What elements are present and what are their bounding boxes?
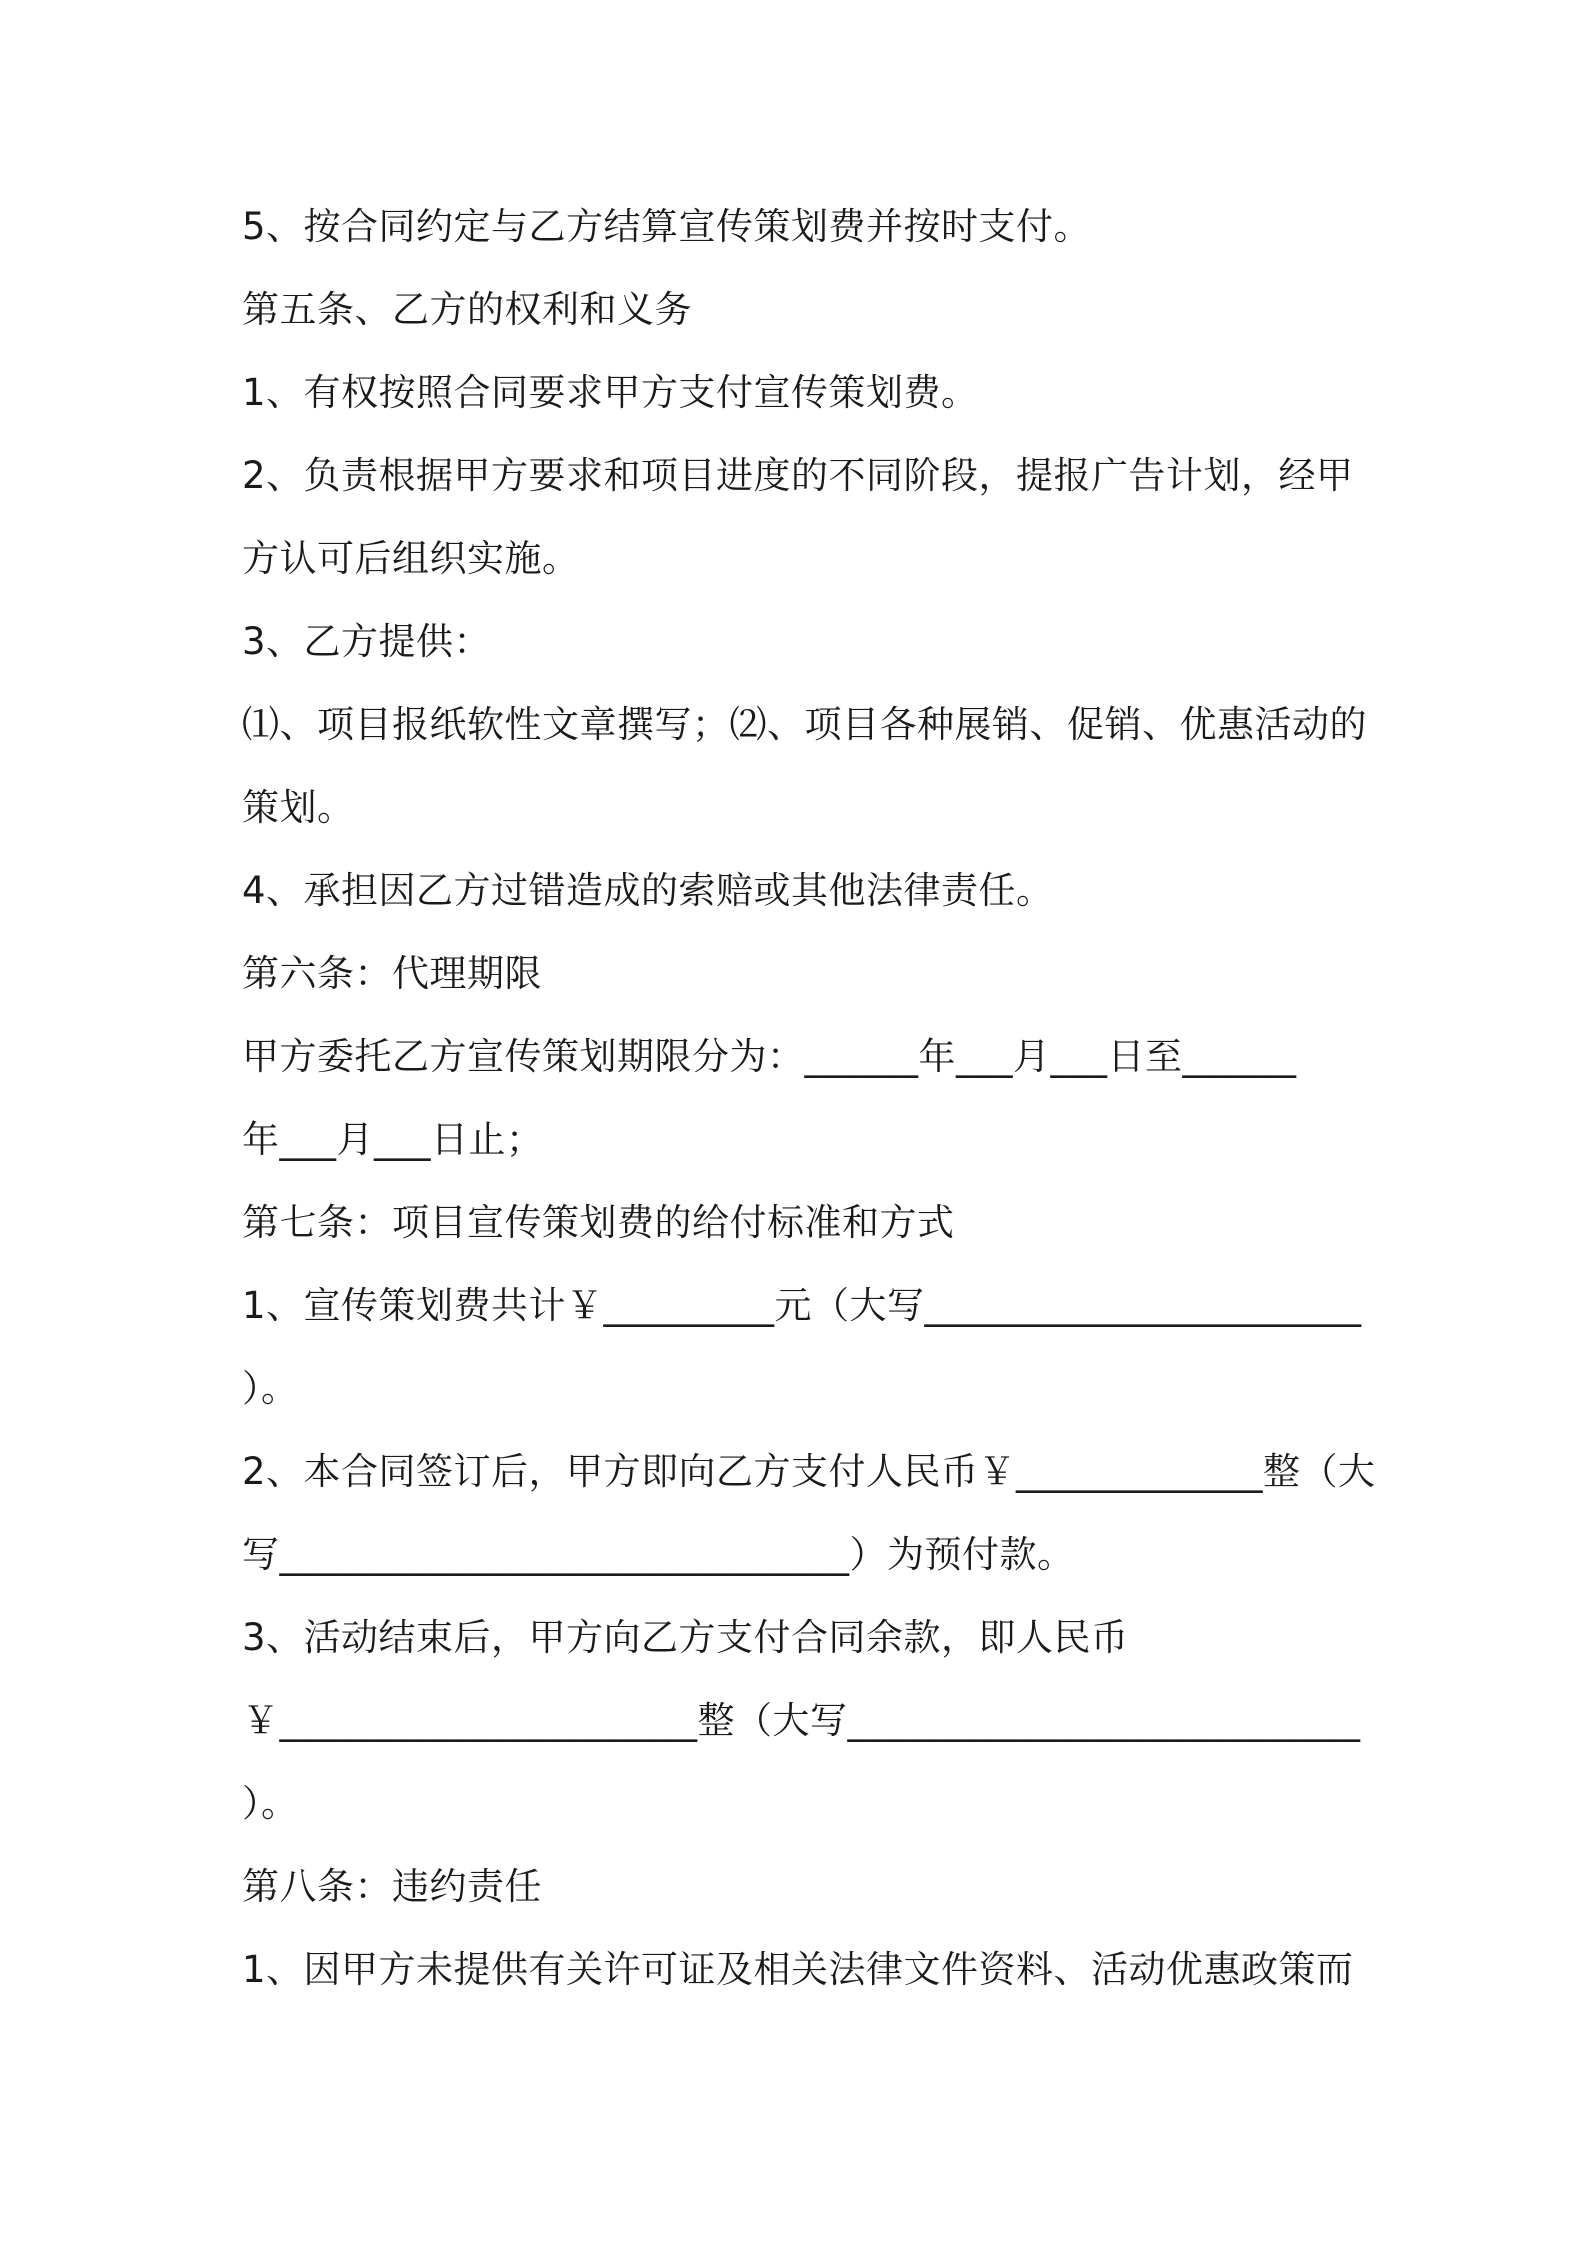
clause-line: 2、负责根据甲方要求和项目进度的不同阶段，提报广告计划，经甲	[242, 454, 1354, 497]
clause-line: 4、承担因乙方过错造成的索赔或其他法律责任。	[242, 869, 1054, 912]
clause-line: 3、活动结束后，甲方向乙方支付合同余款，即人民币	[242, 1616, 1129, 1659]
clause-line: ）。	[242, 1782, 299, 1825]
clause-line: 1、因甲方未提供有关许可证及相关法律文件资料、活动优惠政策而	[242, 1948, 1354, 1991]
article-heading: 第七条：项目宣传策划费的给付标准和方式	[242, 1201, 955, 1244]
article-heading: 第六条：代理期限	[242, 952, 542, 995]
clause-line: 2、本合同签订后，甲方即向乙方支付人民币￥_____________整（大	[242, 1450, 1376, 1493]
clause-line: ￥______________________整（大写___________________________	[242, 1699, 1361, 1742]
article-heading: 第五条、乙方的权利和义务	[242, 288, 692, 331]
clause-line: 年___月___日止；	[242, 1118, 544, 1161]
clause-line: 3、乙方提供：	[242, 620, 492, 663]
clause-line: 甲方委托乙方宣传策划期限分为：______年___月___日至______	[242, 1035, 1297, 1078]
clause-line: ⑴、项目报纸软性文章撰写；⑵、项目各种展销、促销、优惠活动的	[242, 703, 1367, 746]
clause-line: 1、宣传策划费共计￥_________元（大写_______________________	[242, 1284, 1362, 1327]
clause-line: ）。	[242, 1367, 299, 1410]
clause-line: 1、有权按照合同要求甲方支付宣传策划费。	[242, 371, 979, 414]
article-heading: 第八条：违约责任	[242, 1865, 542, 1908]
clause-line: 策划。	[242, 786, 355, 829]
clause-line: 5、按合同约定与乙方结算宣传策划费并按时支付。	[242, 205, 1092, 248]
clause-line: 写______________________________）为预付款。	[242, 1533, 1075, 1576]
clause-line: 方认可后组织实施。	[242, 537, 580, 580]
